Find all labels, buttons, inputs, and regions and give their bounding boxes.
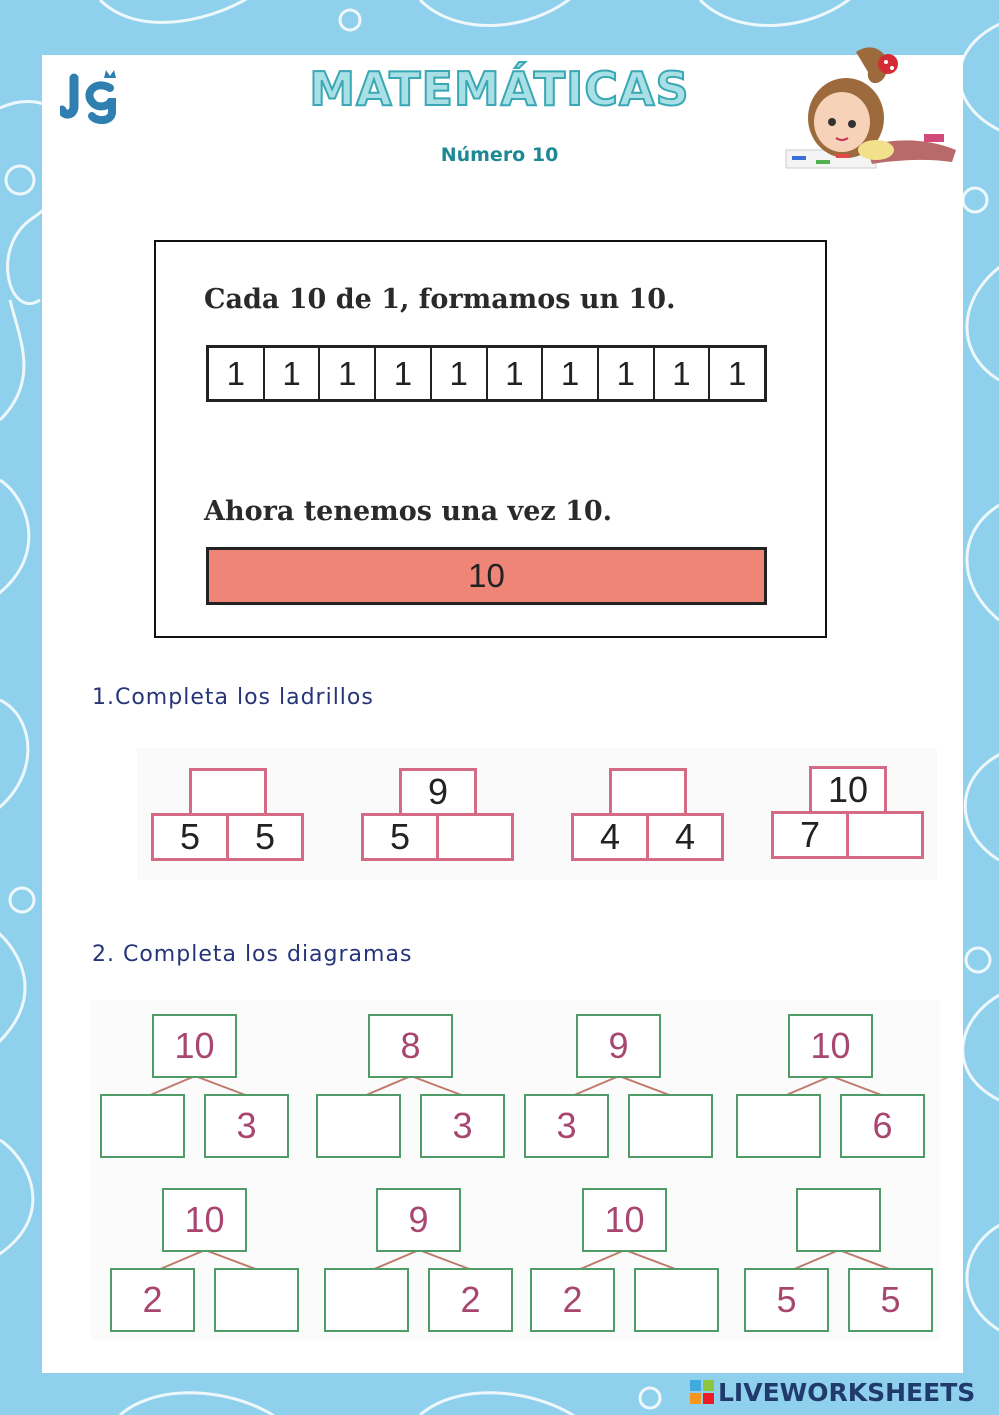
- one-cell: 1: [320, 348, 376, 399]
- diagram-right-input[interactable]: [214, 1268, 299, 1332]
- brick-right: 5: [226, 813, 304, 861]
- diagram-right-input[interactable]: [628, 1094, 713, 1158]
- brick-left: 4: [571, 813, 649, 861]
- diagram-2: [316, 1014, 506, 1164]
- ten-explanation-box: [154, 240, 827, 638]
- diagrams-exercise: [90, 1000, 940, 1340]
- brick-top-input[interactable]: [189, 768, 267, 816]
- watermark-text: LIVEWORKSHEETS: [718, 1377, 976, 1407]
- diagram-8: [744, 1188, 934, 1338]
- diagram-left-input[interactable]: [316, 1094, 401, 1158]
- explanation-line-2: Ahora tenemos una vez 10.: [204, 496, 613, 527]
- diagram-left: 5: [744, 1268, 829, 1332]
- diagram-right-input[interactable]: [634, 1268, 719, 1332]
- ten-bar: 10: [206, 547, 767, 605]
- brick-left: 5: [361, 813, 439, 861]
- brick-top: 10: [809, 766, 887, 814]
- diagram-right: 3: [420, 1094, 505, 1158]
- bricks-exercise: [137, 748, 937, 880]
- brick-right-input[interactable]: [436, 813, 514, 861]
- diagram-right: 2: [428, 1268, 513, 1332]
- diagram-right: 3: [204, 1094, 289, 1158]
- diagram-top: 9: [376, 1188, 461, 1252]
- diagram-top: 9: [576, 1014, 661, 1078]
- one-cell: 1: [488, 348, 544, 399]
- diagram-left-input[interactable]: [736, 1094, 821, 1158]
- one-cell: 1: [432, 348, 488, 399]
- diagram-top: 10: [152, 1014, 237, 1078]
- brick-right-input[interactable]: [846, 811, 924, 859]
- one-cell: 1: [543, 348, 599, 399]
- diagram-left: 2: [530, 1268, 615, 1332]
- one-cell: 1: [265, 348, 321, 399]
- one-cell: 1: [728, 354, 747, 392]
- explanation-line-1: Cada 10 de 1, formamos un 10.: [204, 284, 676, 315]
- diagram-right: 6: [840, 1094, 925, 1158]
- diagram-right: 5: [848, 1268, 933, 1332]
- brick-right: 4: [646, 813, 724, 861]
- one-cell: 1: [209, 348, 265, 399]
- brick-left: 7: [771, 811, 849, 859]
- diagram-top: 8: [368, 1014, 453, 1078]
- brick-top: 9: [399, 768, 477, 816]
- liveworksheets-watermark: [690, 1378, 975, 1406]
- diagram-3: [524, 1014, 714, 1164]
- diagram-top-input[interactable]: [796, 1188, 881, 1252]
- one-cell: 1: [599, 348, 655, 399]
- diagram-6: [324, 1188, 514, 1338]
- page-title: MATEMÁTICAS: [309, 62, 690, 116]
- ones-strip: [206, 345, 767, 402]
- diagram-5: [110, 1188, 300, 1338]
- girl-drawing-illustration: [776, 38, 966, 176]
- section-2-title: 2. Completa los diagramas: [92, 942, 413, 967]
- diagram-top: 10: [582, 1188, 667, 1252]
- section-1-title: 1.Completa los ladrillos: [92, 685, 374, 710]
- one-cell: 1: [376, 348, 432, 399]
- diagram-left: 2: [110, 1268, 195, 1332]
- diagram-top: 10: [788, 1014, 873, 1078]
- diagram-left-input[interactable]: [100, 1094, 185, 1158]
- brick-left: 5: [151, 813, 229, 861]
- diagram-top: 10: [162, 1188, 247, 1252]
- diagram-7: [530, 1188, 720, 1338]
- diagram-1: [100, 1014, 290, 1164]
- diagram-left: 3: [524, 1094, 609, 1158]
- diagram-left-input[interactable]: [324, 1268, 409, 1332]
- one-cell: 1: [655, 348, 711, 399]
- page-subtitle: Número 10: [440, 144, 559, 166]
- brick-top-input[interactable]: [609, 768, 687, 816]
- liveworksheets-logo-icon: [690, 1380, 714, 1404]
- diagram-4: [736, 1014, 926, 1164]
